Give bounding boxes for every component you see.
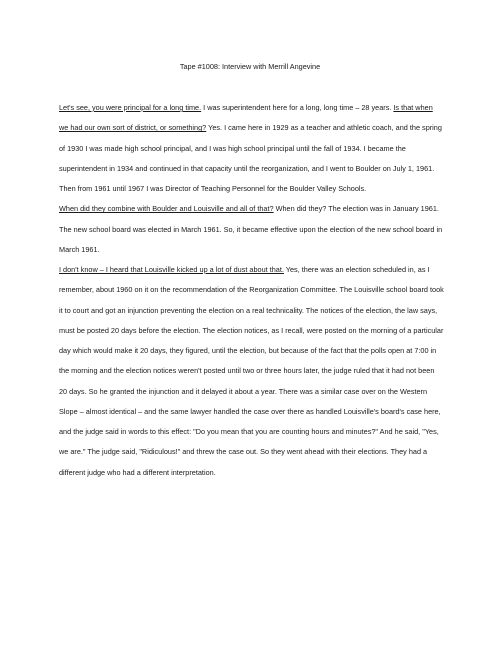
interviewee-answer: Yes, there was an election scheduled in, as I remember, about 1960 on it on the recommendation of the Reorganization Committee. The Louisville school board took it to court and got an injunction preventing the election on a real technicality. The notices of the election, the law says, must be posted 20 days before the election. The election notices, as I recall, were posted on the morning of a particular day which would make it 20 days, they figured, until the election, but because of the fact that the polls open at 7:00 in the morning and the election notices weren't posted until two or three hours later, the judge ruled that it had not been 20 days. So he granted the injunction and it delayed it about a year. There was a similar case over on the Western Slope – almost identical – and the same lawyer handled the case over there as handled Louisville's board's case here, and the judge said in words to this effect: "Do you mean that you are counting hours and minutes?" And he said, "Yes, we are." The judge said, "Ridiculous!" and threw the case out. So they went ahead with their elections. They had a different judge who had a different interpretation. <box>59 265 444 477</box>
interviewer-question: I don't know – I heard that Louisville kicked up a lot of dust about that. <box>59 265 284 274</box>
interviewer-question: Let's see, you were principal for a long time. <box>59 103 202 112</box>
page-title: Tape #1008: Interview with Merrill Angevine <box>179 62 321 71</box>
interviewer-question: When did they combine with Boulder and Louisville and all of that? <box>59 204 274 214</box>
transcript-paragraph-1 <box>59 98 444 199</box>
transcript-body <box>59 98 444 483</box>
interviewee-answer: When did they? The election was in January 1961. The new school board was elected in March 1961. So, it became effective upon the election of the new school board in March 1961. <box>59 204 443 254</box>
transcript-paragraph-2 <box>59 199 444 260</box>
interviewer-question: Is that when we had our own sort of district, or something? <box>59 103 433 133</box>
interviewee-answer: I was superintendent here for a long, long time – 28 years. <box>201 103 394 112</box>
transcript-paragraph-3 <box>59 260 444 483</box>
interviewee-answer: Yes. I came here in 1929 as a teacher and athletic coach, and the spring of 1930 I was made high school principal, and I was high school principal until the fall of 1934. I became the superintendent in 1934 and continued in that capacity until the reorganization, and I went to Boulder on July 1, 1961. Then from 1961 until 1967 I was Director of Teaching Personnel for the Boulder Valley Schools. <box>59 123 442 193</box>
